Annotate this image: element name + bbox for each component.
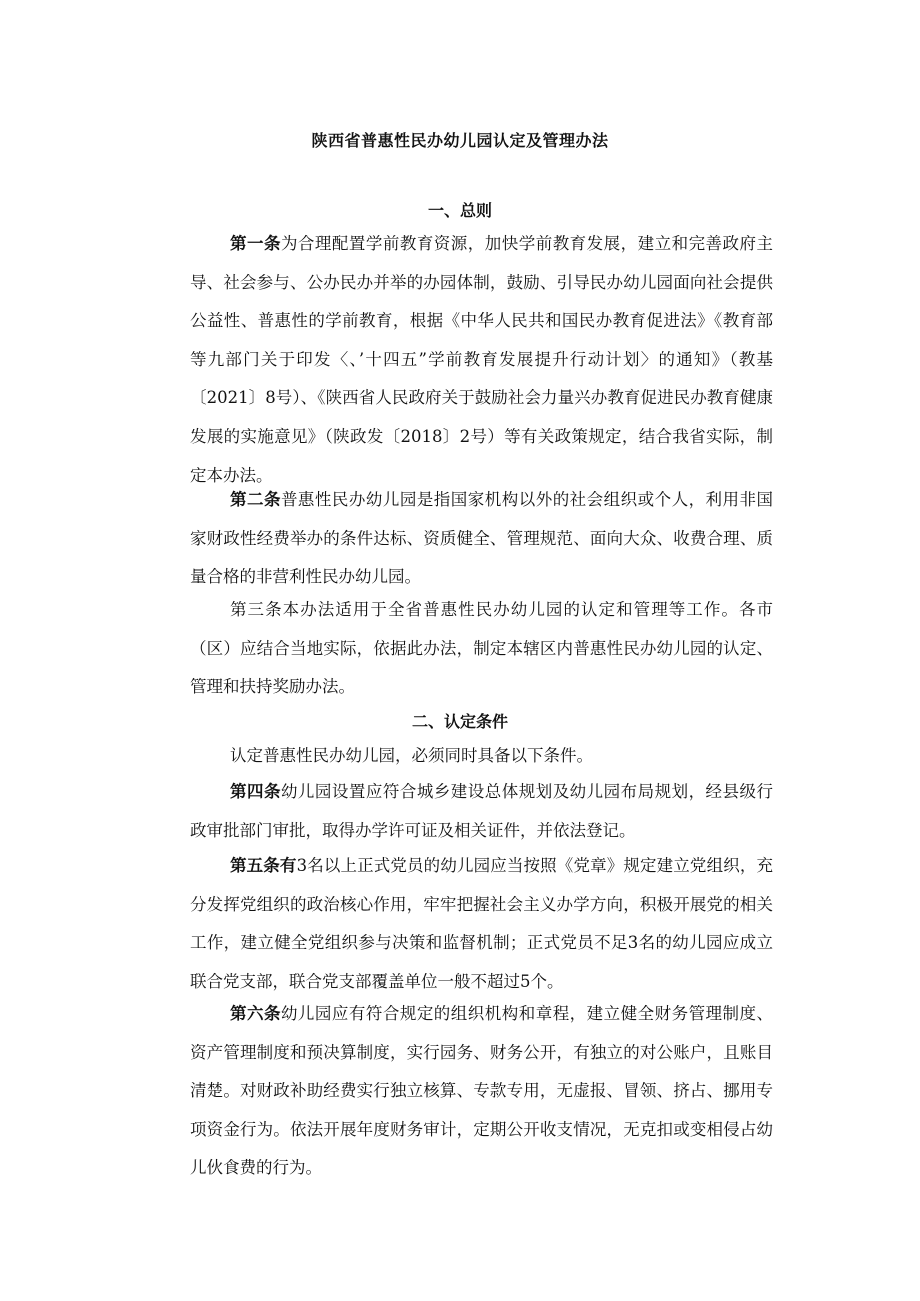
section-heading-criteria: 二、认定条件	[411, 712, 508, 731]
intro-paragraph	[190, 737, 773, 776]
article-paragraph	[190, 481, 773, 597]
article-number: 第五条有	[230, 856, 297, 875]
article-paragraph	[190, 225, 773, 495]
article-number: 第四条	[230, 782, 281, 801]
article-paragraph	[190, 591, 773, 707]
article-number: 第二条	[230, 490, 281, 509]
article-paragraph	[190, 773, 773, 850]
article-text: 第三条本办法适用于全省普惠性民办幼儿园的认定和管理等工作。各市（区）应结合当地实际，依据此办法，制定本辖区内普惠性民办幼儿园的认定、管理和扶持奖励办法。	[190, 600, 773, 697]
article-text: 幼儿园应有符合规定的组织机构和章程，建立健全财务管理制度、资产管理制度和预决算制度，实行园务、财务公开，有独立的对公账户，且账目清楚。对财政补助经费实行独立核算、专款专用，无虚报、冒领、挤占、挪用专项资金行为。依法开展年度财务审计，定期公开收支情况，无克扣或变相侵占幼儿伙食费的行为。	[190, 1004, 774, 1178]
article-number: 第一条	[230, 234, 281, 253]
section-heading-general: 一、总则	[427, 201, 492, 220]
article-number: 第六条	[230, 1004, 281, 1023]
article-paragraph	[190, 847, 773, 1001]
article-text: 普惠性民办幼儿园是指国家机构以外的社会组织或个人，利用非国家财政性经费举办的条件达标、资质健全、管理规范、面向大众、收费合理、质量合格的非营利性民办幼儿园。	[190, 490, 774, 587]
document-title: 陕西省普惠性民办幼儿园认定及管理办法	[311, 131, 609, 150]
article-paragraph	[190, 995, 773, 1188]
article-text: 为合理配置学前教育资源，加快学前教育发展，建立和完善政府主导、社会参与、公办民办并举的办园体制，鼓励、引导民办幼儿园面向社会提供公益性、普惠性的学前教育，根据《中华人民共和国民办教育促进法》《教育部等九部门关于印发〈、’十四五”学前教育发展提升行动计划〉的通知》（教基〔2021〕8号）、《陕西省人民政府关于鼓励社会力量兴办教育促进民办教育健康发展的实施意见》（陕政发〔2018〕2号）等有关政策规定，结合我省实际，制定本办法。	[190, 234, 774, 485]
article-text: 幼儿园设置应符合城乡建设总体规划及幼儿园布局规划，经县级行政审批部门审批，取得办学许可证及相关证件，并依法登记。	[190, 782, 774, 840]
article-text: 认定普惠性民办幼儿园，必须同时具备以下条件。	[230, 746, 593, 765]
article-text: 3名以上正式党员的幼儿园应当按照《党章》规定建立党组织，充分发挥党组织的政治核心作用，牢牢把握社会主义办学方向，积极开展党的相关工作，建立健全党组织参与决策和监督机制；正式党员不足3名的幼儿园应成立联合党支部，联合党支部覆盖单位一般不超过5个。	[190, 856, 773, 991]
